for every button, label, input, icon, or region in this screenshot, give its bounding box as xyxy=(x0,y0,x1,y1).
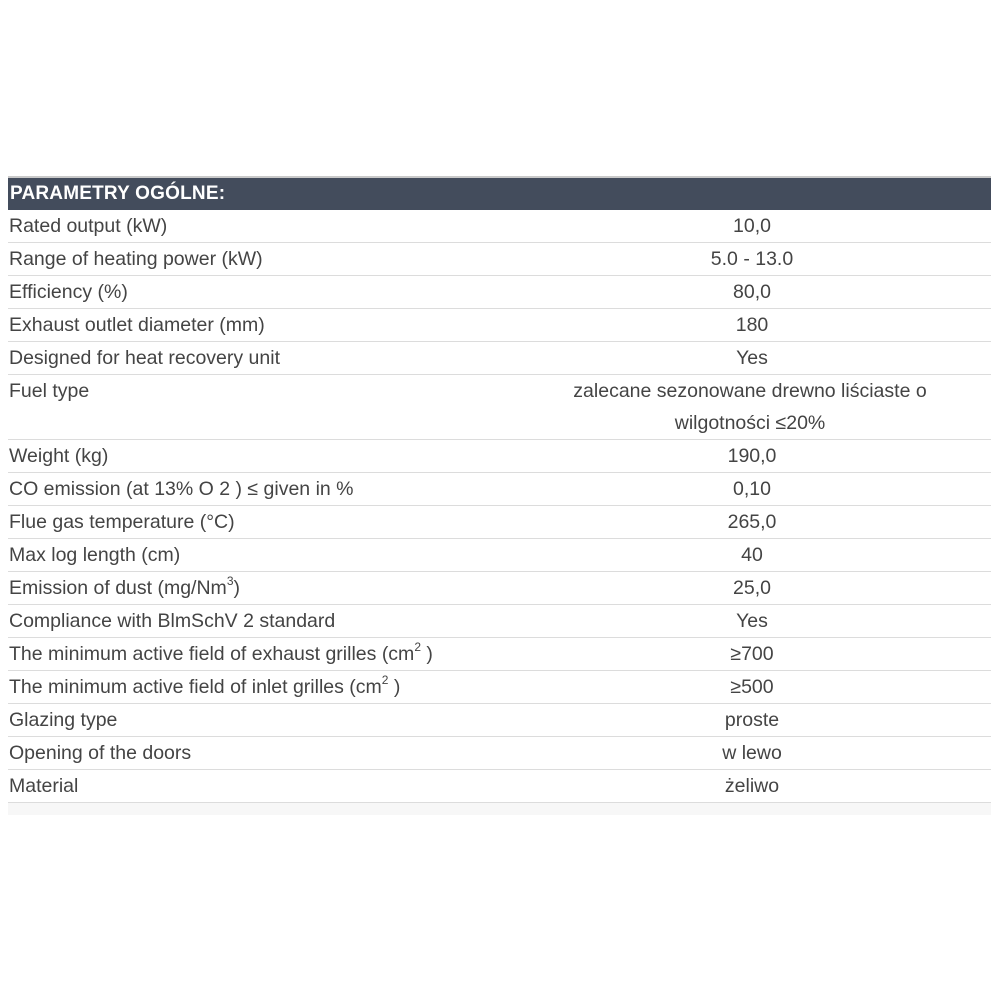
table-row xyxy=(8,671,991,704)
inlet-grilles-label-superscript: 2 xyxy=(381,672,389,687)
row-label-efficiency: Efficiency (%) xyxy=(8,276,509,309)
table-row xyxy=(8,770,991,803)
table-header-row xyxy=(8,177,991,210)
row-value-max-log-length: 40 xyxy=(509,539,991,572)
row-value-inlet-grilles: ≥500 xyxy=(509,671,991,704)
row-label-material: Material xyxy=(8,770,509,803)
table-row xyxy=(8,210,991,243)
row-label-co-emission: CO emission (at 13% O 2 ) ≤ given in % xyxy=(8,473,509,506)
dust-label-superscript: 3 xyxy=(226,573,234,588)
table-row xyxy=(8,309,991,342)
row-label-door-opening: Opening of the doors xyxy=(8,737,509,770)
row-value-efficiency: 80,0 xyxy=(509,276,991,309)
row-value-exhaust-grilles: ≥700 xyxy=(509,638,991,671)
row-value-blmschv-compliance: Yes xyxy=(509,605,991,638)
table-row xyxy=(8,440,991,473)
table-row xyxy=(8,473,991,506)
row-value-weight: 190,0 xyxy=(509,440,991,473)
row-label-glazing-type: Glazing type xyxy=(8,704,509,737)
row-value-heat-recovery: Yes xyxy=(509,342,991,375)
table-footer-strip xyxy=(8,803,991,815)
row-label-heating-range: Range of heating power (kW) xyxy=(8,243,509,276)
row-value-dust-emission: 25,0 xyxy=(509,572,991,605)
exhaust-grilles-label-superscript: 2 xyxy=(414,639,421,654)
fuel-type-line-1: zalecane sezonowane drewno liściaste o xyxy=(573,380,927,402)
row-label-weight: Weight (kg) xyxy=(8,440,509,473)
row-value-fuel-type xyxy=(509,375,991,440)
row-value-co-emission: 0,10 xyxy=(509,473,991,506)
row-value-material: żeliwo xyxy=(509,770,991,803)
row-value-glazing-type: proste xyxy=(509,704,991,737)
table-row xyxy=(8,572,991,605)
row-value-rated-output: 10,0 xyxy=(509,210,991,243)
row-label-inlet-grilles xyxy=(8,671,509,704)
dust-label-close: ) xyxy=(233,577,240,599)
row-label-flue-gas-temperature: Flue gas temperature (°C) xyxy=(8,506,509,539)
table-row xyxy=(8,342,991,375)
inlet-grilles-label-text: The minimum active field of inlet grilles (cm xyxy=(9,676,382,698)
table-row xyxy=(8,638,991,671)
table-row xyxy=(8,276,991,309)
row-label-heat-recovery: Designed for heat recovery unit xyxy=(8,342,509,375)
fuel-type-line-2: wilgotności ≤20% xyxy=(674,412,826,434)
inlet-grilles-label-close: ) xyxy=(388,676,401,698)
row-value-heating-range: 5.0 - 13.0 xyxy=(509,243,991,276)
row-label-blmschv-compliance: Compliance with BlmSchV 2 standard xyxy=(8,605,509,638)
row-value-door-opening: w lewo xyxy=(509,737,991,770)
row-label-dust-emission xyxy=(8,572,509,605)
row-label-rated-output: Rated output (kW) xyxy=(8,210,509,243)
row-value-exhaust-diameter: 180 xyxy=(509,309,991,342)
table-row xyxy=(8,704,991,737)
parameters-table xyxy=(8,176,991,803)
table-row xyxy=(8,737,991,770)
table-row xyxy=(8,375,991,440)
row-value-flue-gas-temperature: 265,0 xyxy=(509,506,991,539)
table-row xyxy=(8,605,991,638)
dust-label-text: Emission of dust (mg/Nm xyxy=(9,577,227,599)
row-label-fuel-type: Fuel type xyxy=(8,375,509,440)
exhaust-grilles-label-close: ) xyxy=(421,643,433,665)
table-row xyxy=(8,243,991,276)
table-row xyxy=(8,539,991,572)
table-row xyxy=(8,506,991,539)
row-label-max-log-length: Max log length (cm) xyxy=(8,539,509,572)
row-label-exhaust-grilles xyxy=(8,638,509,671)
exhaust-grilles-label-text: The minimum active field of exhaust grilles (cm xyxy=(9,643,415,665)
row-label-exhaust-diameter: Exhaust outlet diameter (mm) xyxy=(8,309,509,342)
table-header-title: PARAMETRY OGÓLNE: xyxy=(8,177,991,210)
